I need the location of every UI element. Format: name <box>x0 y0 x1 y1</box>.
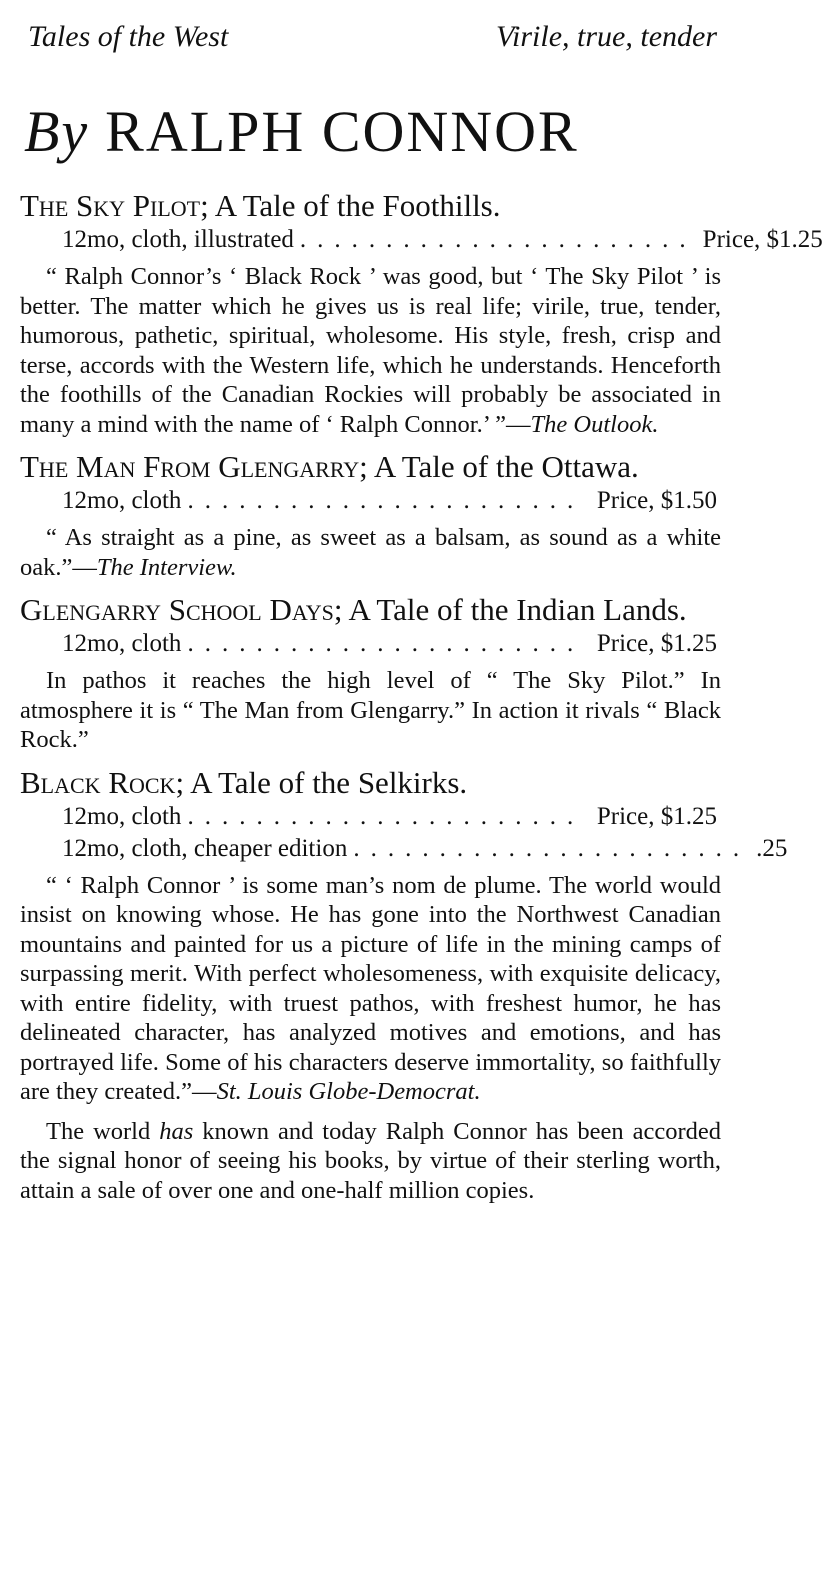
leader-dots: ....................... <box>187 630 585 657</box>
edition-format: 12mo, cloth, cheaper edition <box>62 834 348 862</box>
edition-line <box>62 833 788 865</box>
quote-text: In pathos it reaches the high level of “ The Sky Pilot.” In atmosphere it is “ The Man from Glengarry.” In action it rivals “ Black Rock.” <box>20 667 721 753</box>
edition-format: 12mo, cloth <box>62 802 182 830</box>
book-title <box>20 592 721 628</box>
leader-dots: ....................... <box>187 487 585 514</box>
quote-text: “ As straight as a pine, as sweet as a balsam, as sound as a white oak.”— <box>20 524 721 581</box>
edition-price: Price, $1.25 <box>702 226 823 253</box>
book-title <box>20 765 721 801</box>
closing-after: known and today Ralph Connor has been accorded the signal honor of seeing his books, by virtue of their sterling worth, attain a sale of over one and one-half million copies. <box>20 1117 722 1204</box>
book-subtitle: ; A Tale of the Foothills. <box>200 188 501 223</box>
leader-dots: ....................... <box>353 834 751 862</box>
book-title <box>20 449 721 485</box>
header-right: Virile, true, tender <box>495 20 717 53</box>
book-subtitle: ; A Tale of the Ottawa. <box>359 449 639 484</box>
book-subtitle: ; A Tale of the Indian Lands. <box>333 592 687 627</box>
book-subtitle: ; A Tale of the Selkirks. <box>175 764 468 800</box>
book-title-name: Black Rock <box>20 764 176 800</box>
header-left: Tales of the West <box>28 20 229 53</box>
review-quote <box>20 871 721 1107</box>
book-entry <box>20 764 788 1107</box>
leader-dots: ....................... <box>299 226 697 253</box>
review-quote <box>20 523 721 582</box>
book-title-name: The Man From Glengarry <box>20 449 360 484</box>
review-quote <box>20 666 721 755</box>
review-quote <box>20 262 721 439</box>
edition-line <box>62 628 717 660</box>
book-list <box>20 188 823 1215</box>
edition-line <box>62 224 823 256</box>
book-entry <box>20 449 721 582</box>
edition-line <box>62 801 717 833</box>
edition-format: 12mo, cloth, illustrated <box>62 226 294 253</box>
closing-emphasis: has <box>159 1117 194 1145</box>
closing-before: The world <box>46 1117 160 1145</box>
quote-source: St. Louis Globe-Democrat. <box>216 1078 481 1105</box>
quote-text: “ Ralph Connor’s ‘ Black Rock ’ was good, but ‘ The Sky Pilot ’ is better. The matter which he gives us is real life; virile, true, tender, humorous, pathetic, spiritual, wholesome. His style, fresh, crisp and terse, accords with the Western life, which he understands. Henceforth the foothills of the Canadian Rockies will probably be associated in many a mind with the name of ‘ Ralph Connor.’ ”— <box>20 263 721 438</box>
running-header <box>28 20 717 54</box>
quote-source: The Interview. <box>96 553 237 581</box>
edition-price: Price, $1.25 <box>596 802 717 830</box>
leader-dots: ....................... <box>187 802 585 830</box>
edition-format: 12mo, cloth <box>62 630 182 657</box>
edition-price: Price, $1.25 <box>596 630 717 657</box>
edition-line <box>62 485 717 517</box>
book-title-name: Glengarry School Days <box>20 592 334 627</box>
edition-price: Price, $1.50 <box>596 487 717 514</box>
book-entry <box>20 188 823 439</box>
book-entry <box>20 592 721 755</box>
book-title <box>20 188 721 224</box>
edition-price: .25 <box>756 834 788 862</box>
book-title-name: The Sky Pilot <box>20 188 201 223</box>
page-title <box>24 98 579 165</box>
quote-source: The Outlook. <box>530 410 659 438</box>
title-author: RALPH CONNOR <box>105 99 579 164</box>
closing-paragraph <box>20 1117 721 1206</box>
quote-text: “ ‘ Ralph Connor ’ is some man’s nom de plume. The world would insist on knowing whose. He has gone into the Northwest Canadian mountains and painted for us a picture of life in the mining camps of surpassing merit. With perfect wholesomeness, with exquisite delicacy, with entire fidelity, with truest pathos, with freshest humor, he has delineated character, has analyzed motives and emotions, and has portrayed life. Some of his characters deserve immortality, so faithfully are they created.”— <box>20 871 721 1105</box>
title-by: By <box>24 99 90 164</box>
edition-format: 12mo, cloth <box>62 487 182 514</box>
